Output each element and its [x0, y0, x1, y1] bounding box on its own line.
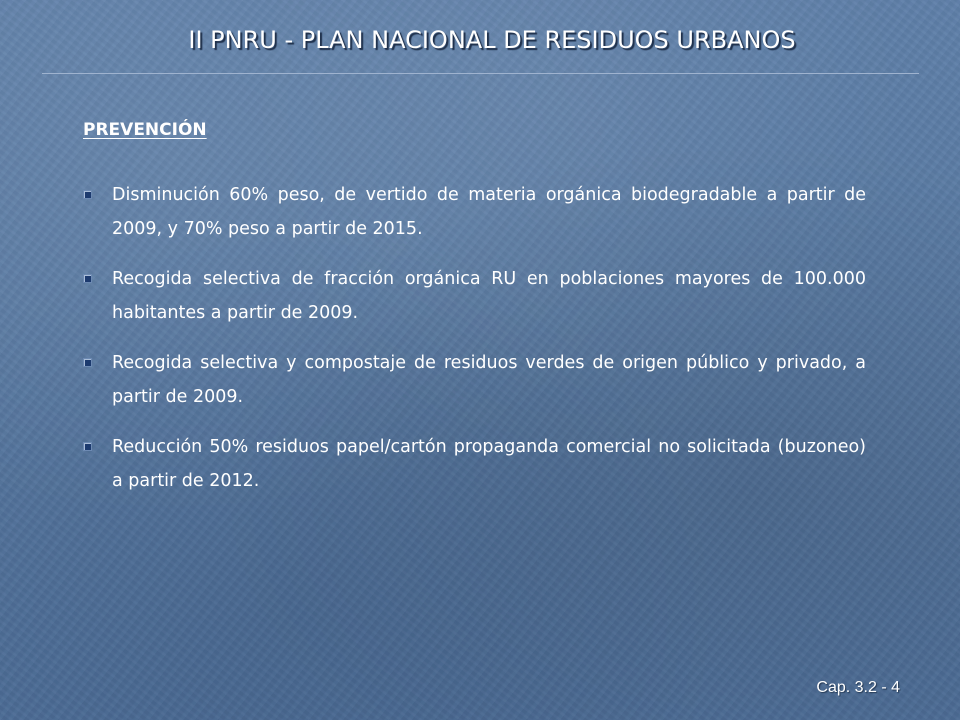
bullet-list — [83, 178, 866, 514]
slide-number: Cap. 3.2 - 4 — [816, 679, 900, 696]
square-bullet-icon — [84, 275, 91, 282]
bullet-item — [83, 262, 866, 330]
square-bullet-icon — [84, 443, 91, 450]
square-bullet-icon — [84, 191, 91, 198]
bullet-text: Recogida selectiva de fracción orgánica RU en poblaciones mayores de 100.000 habitantes a partir de 2009. — [112, 269, 866, 323]
bullet-item — [83, 178, 866, 246]
bullet-item — [83, 430, 866, 498]
slide-title: II PNRU - PLAN NACIONAL DE RESIDUOS URBANOS — [188, 26, 796, 54]
bullet-text: Disminución 60% peso, de vertido de materia orgánica biodegradable a partir de 2009, y 70% peso a partir de 2015. — [112, 185, 866, 239]
title-divider — [42, 73, 919, 74]
bullet-item — [83, 346, 866, 414]
section-heading: PREVENCIÓN — [83, 120, 207, 140]
square-bullet-icon — [84, 359, 91, 366]
bullet-text: Recogida selectiva y compostaje de residuos verdes de origen público y privado, a partir de 2009. — [112, 353, 866, 407]
bullet-text: Reducción 50% residuos papel/cartón propaganda comercial no solicitada (buzoneo) a partir de 2012. — [112, 437, 866, 491]
